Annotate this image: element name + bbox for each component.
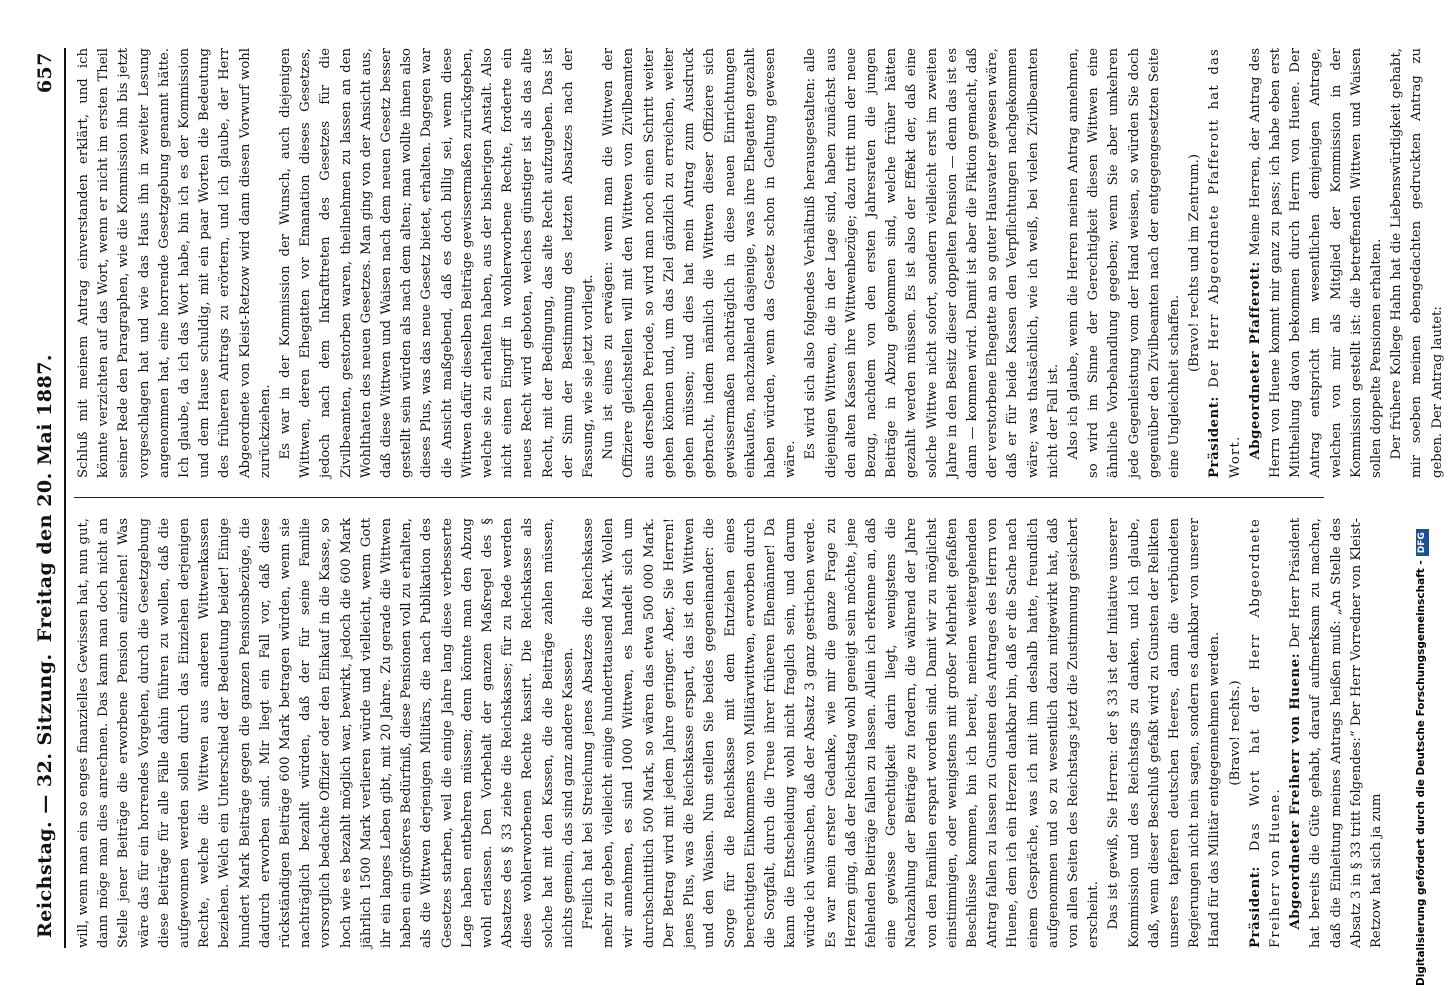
page-header xyxy=(30,48,62,948)
speech-text: Der Herr Präsident hat bereits die Güte gehabt, darauf aufmerksam zu machen, daß die Einleitung meines Antrags heißen muß: „An Stelle des Absatz 3 in § 33 tritt folgendes:“ Der Herr Vorredner von Kleist-Retzow hat sich ja zum xyxy=(1288,518,1384,948)
header-session: Reichstag. — 32. Sitzung. xyxy=(34,653,56,938)
applause-note: (Bravo! rechts und im Zentrum.) xyxy=(1187,153,1203,373)
statement-text: Der Herr Abgeordnete Pfafferott hat das Wort. xyxy=(1207,48,1243,478)
right-column xyxy=(74,48,1445,478)
paragraph: Das ist gewiß, Sie Herren: der § 33 ist der Initiative unserer Kommission und des Reichstags zu danken, und ich glaube, daß, wenn dieser Beschluß gefaßt wird zu Gunsten der Relikten unseres tapferen deutschen Heeres, dann die verbündeten Regierungen nicht nein sagen, sondern es dankbar von unserer Hand für das Militär entgegennehmen werden. xyxy=(1106,518,1223,948)
header-date: Freitag den 20. Mai 1887. xyxy=(34,353,56,643)
dfg-logo: DFG xyxy=(1416,529,1429,556)
paragraph: Es wird sich also folgendes Verhältniß herausgestalten: alle diejenigen Wittwen, die in der Lage sind, haben zunächst aus den alten Kassen ihre Wittwenbezüge; dazu tritt nun der neue Bezug, nachdem von den ersten Jahresraten die jungen Beiträge in Abzug gekommen sind, welche früher hätten gezahlt werden müssen. Es ist also der Effekt der, daß eine solche Wittwe nicht sofort, sondern vielleicht erst im zweiten Jahre in den Besitz dieser doppelten Pension — denn das ist es dann — kommen wird. Damit ist aber die Fiktion gemacht, daß der verstorbene Ehegatte an so guter Hausvater gewesen wäre, daß er für beide Kassen den Verpflichtungen nachgekommen wäre; was thatsächlich, wie ich weiß, bei vielen Zivilbeamten nicht der Fall ist. xyxy=(803,48,1061,478)
speaker-label: Präsident: xyxy=(1247,865,1263,948)
speech-text: Meine Herren, der Antrag des Herrn von Huene kommt mir ganz zu pass; ich habe eben erst Mittheilung davon bekommen durch Herrn von Huene. Der Antrag entspricht im wesentlichen demjenigen Antrage, welchen von mir als Mitglied der Kommission in der Kommission gestellt ist: die betreffenden Wittwen und Waisen sollen doppelte Pensionen erhalten. xyxy=(1247,48,1384,478)
speech xyxy=(1286,518,1387,948)
header-rule xyxy=(64,48,66,948)
left-column xyxy=(74,518,1384,948)
statement-text: Das Wort hat der Herr Abgeordnete Freiherr von Huene. xyxy=(1247,518,1283,948)
paragraph: Freilich hat bei Streichung jenes Absatzes die Reichskasse mehr zu geben, vielleicht einige hunderttausend Mark. Wollen wir annehmen, es sind 1000 Wittwen, es handelt sich um durchschnittlich 500 Mark, so wären das etwa 500 000 Mark. Der Betrag wird mit jedem Jahre geringer. Aber, Sie Herren! jenes Plus, was die Reichskasse erspart, das ist den Wittwen und den Waisen. Nun stellen Sie beides gegeneinander: die Sorge für die Reichskasse mit dem Entziehen eines berechtigten Einkommens von Militärwittwen, erworben durch die Sorgfalt, durch die Treue ihrer früheren Ehemänner! Da kann die Entscheidung wohl nicht fraglich sein, und darum würde ich wünschen, daß der Absatz 3 ganz gestrichen werde. Es war mein erster Gedanke, wie mir die ganze Frage zu Herzen ging, daß der Reichstag wohl geneigt sein möchte, jene fehlenden Beiträge fallen zu lassen. Allein ich erkenne an, daß eine gewisse Gerechtigkeit darin liegt, wenigstens die Nachzahlung der Beiträge zu fordern, die während der Jahre von den Familien erspart worden sind. Damit wir zu möglichst einstimmigen, oder wenigstens mit großer Mehrheit gefaßten Beschlüsse kommen, bin ich bereit, meinen weitergehenden Antrag fallen zu lassen zu Gunsten des Antrages des Herrn von Huene, dem ich ein Herzen dankbar bin, daß er die Sache nach einem Gespräche, was ich mit ihm deshalb hatte, freundlich aufgenommen und so zu wesentlich dazu mitgewirkt hat, daß von allen Seiten des Reichstags jetzt die Zustimmung gesichert erscheint. xyxy=(581,518,1102,948)
president-statement xyxy=(1205,48,1245,478)
speech xyxy=(1246,48,1387,478)
applause-note: (Bravo! rechts.) xyxy=(1227,680,1243,786)
column-divider xyxy=(74,497,1324,498)
paragraph: Nun ist eines zu erwägen: wenn man die Wittwen der Offiziere gleichstellen will mit den Wittwen von Zivilbeamten aus derselben Periode, so wird man noch einen Schritt weiter gehen können und, um das Ziel gänzlich zu erreichen, weiter gehen müssen; und dies hat mein Antrag zum Ausdruck gebracht, indem nämlich die Wittwen dieser Offiziere sich gewissermaßen nachträglich in diese neuen Einrichtungen einkaufen, nachzahlend dasjenige, was ihre Ehegatten gezahlt haben würden, wenn das Gesetz schon in Geltung gewesen wäre. xyxy=(601,48,799,478)
paragraph: Der frühere Kollege Hahn hat die Liebenswürdigkeit gehabt, mir soeben meinen ebengedachten gedruckten Antrag zu geben. Der Antrag lautet: xyxy=(1389,48,1445,478)
page-number: 657 xyxy=(34,52,56,94)
president-statement xyxy=(1246,518,1286,948)
speaker-label: Präsident: xyxy=(1207,395,1223,478)
paragraph: Also ich glaube, wenn die Herren meinen Antrag annehmen, so wird im Sinne der Gerechtigkeit diesen Wittwen eine ähnliche Vorbehandlung gegeben; wenn Sie aber umkehren jede Gegenleistung vom der Hand weisen, so würden Sie doch gegenüber den Zivilbeamten nach der entgegengesetzten Seite eine Ungleichheit schaffen. xyxy=(1065,48,1182,478)
paragraph: will, wenn man ein so enges finanzielles Gewissen hat, nun gut, dann möge man dies anrechnen. Das kann man doch nicht an Stelle jener Beiträge die erworbene Pension einziehen! Was wäre das für ein horrendes Vorgehen, durch die Gesetzgebung diese Beiträge für alle Fälle dahin führen zu wollen, daß die aufgewonnen werden sollen durch das Einziehen derjenigen Rechte, welche die Wittwen aus anderen Wittwenkassen beziehen. Welch ein Unterschied der Bedeutung beider! Einige hundert Mark Beiträge gegen die ganzen Pensionsbezüge, die dadurch erworben sind. Mir liegt ein Fall vor, daß diese rückständigen Beiträge 600 Mark betragen würden, wenn sie nachträglich bezahlt würden, daß der für seine Familie vorsorglich bedachte Offizier oder den Einkauf in die Kasse, so hoch wie es bezahlt möglich war, bewirkt, jedoch die 600 Mark jährlich 1500 Mark verlieren würde und vielleicht, wenn Gott ihr ein langes Leben gibt, mit 20 Jahre. Zu gerade die Wittwen haben ein größeres Bedürfniß, diese Pensionen voll zu erhalten, als die Wittwen derjenigen Militärs, die nach Publikation des Gesetzes starben, weil die einige Jahre lang diese verbesserte Lage haben entbehren müssen; denn könnte man den Abzug wohl erlassen. Den Vorbehalt der ganzen Maßregel des § Absatzes des § 33 ziehe die Reichskasse; für zu Rede werden diese wohlerworbenen Rechte kassirt. Die Reichskasse als solche hat mit den Kassen, die die Beiträge zahlen müssen, nichts gemein, das sind ganz andere Kassen. xyxy=(76,518,576,948)
paragraph: Es war in der Kommission der Wunsch, auch diejenigen Wittwen, deren Ehegatten vor Emanation dieses Gesetzes, jedoch nach dem Inkrafttreten des Gesetzes für die Zivilbeamten, gestorben waren, theilnehmen zu lassen an den Wohlthaten des neuen Gesetzes. Man ging von der Ansicht aus, daß diese Wittwen und Waisen nach dem neuen Gesetz besser gestellt sein würden als nach dem alten; man wollte ihnen also dieses Plus, was das neue Gesetz bietet, erhalten. Dagegen war die Ansicht maßgebend, daß es doch billig sei, wenn diese Wittwen dafür dieselben Beiträge gewissermaßen zurückgeben, welche sie zu erhalten haben, aus der bisherigen Anstalt. Also nicht einen Eingriff in wohlerworbene Rechte, forderte ein neues Recht wird geboten, welches günstiger ist als das alte Recht, mit der Bedingung, das alte Recht aufzugeben. Das ist der Sinn der Bestimmung des letzten Absatzes nach der Fassung, wie sie jetzt vorliegt. xyxy=(278,48,597,478)
dfg-credit-text: Digitalisierung gefördert durch die Deutsche Forschungsgemeinschaft - xyxy=(1415,560,1427,986)
paragraph: Schluß mit meinem Antrag einverstanden erklärt, und ich könnte verzichten auf das Wort, wenn er nicht im ersten Theil seiner Rede den Paragraphen, wie die Kommission ihn bis jetzt vorgeschlagen hat und wie das Haus ihn in zweiter Lesung angenommen hat, eine horrende Gesetzgebung genannt hätte. Ich glaube, da ich das Wort habe, bin ich es der Kommission und dem Hause schuldig, mit ein paar Worten die Bedeutung des früheren Antrags zu erörtern, und ich glaube, der Herr Abgeordnete von Kleist-Retzow wird dann diesen Vorwurf wohl zurückziehen. xyxy=(76,48,273,478)
speaker-label: Abgeordneter Freiherr von Huene: xyxy=(1288,652,1304,930)
dfg-watermark xyxy=(1414,14,1428,986)
dfg-credit xyxy=(1414,14,1428,986)
speaker-label: Abgeordneter Pfafferott: xyxy=(1247,261,1263,460)
